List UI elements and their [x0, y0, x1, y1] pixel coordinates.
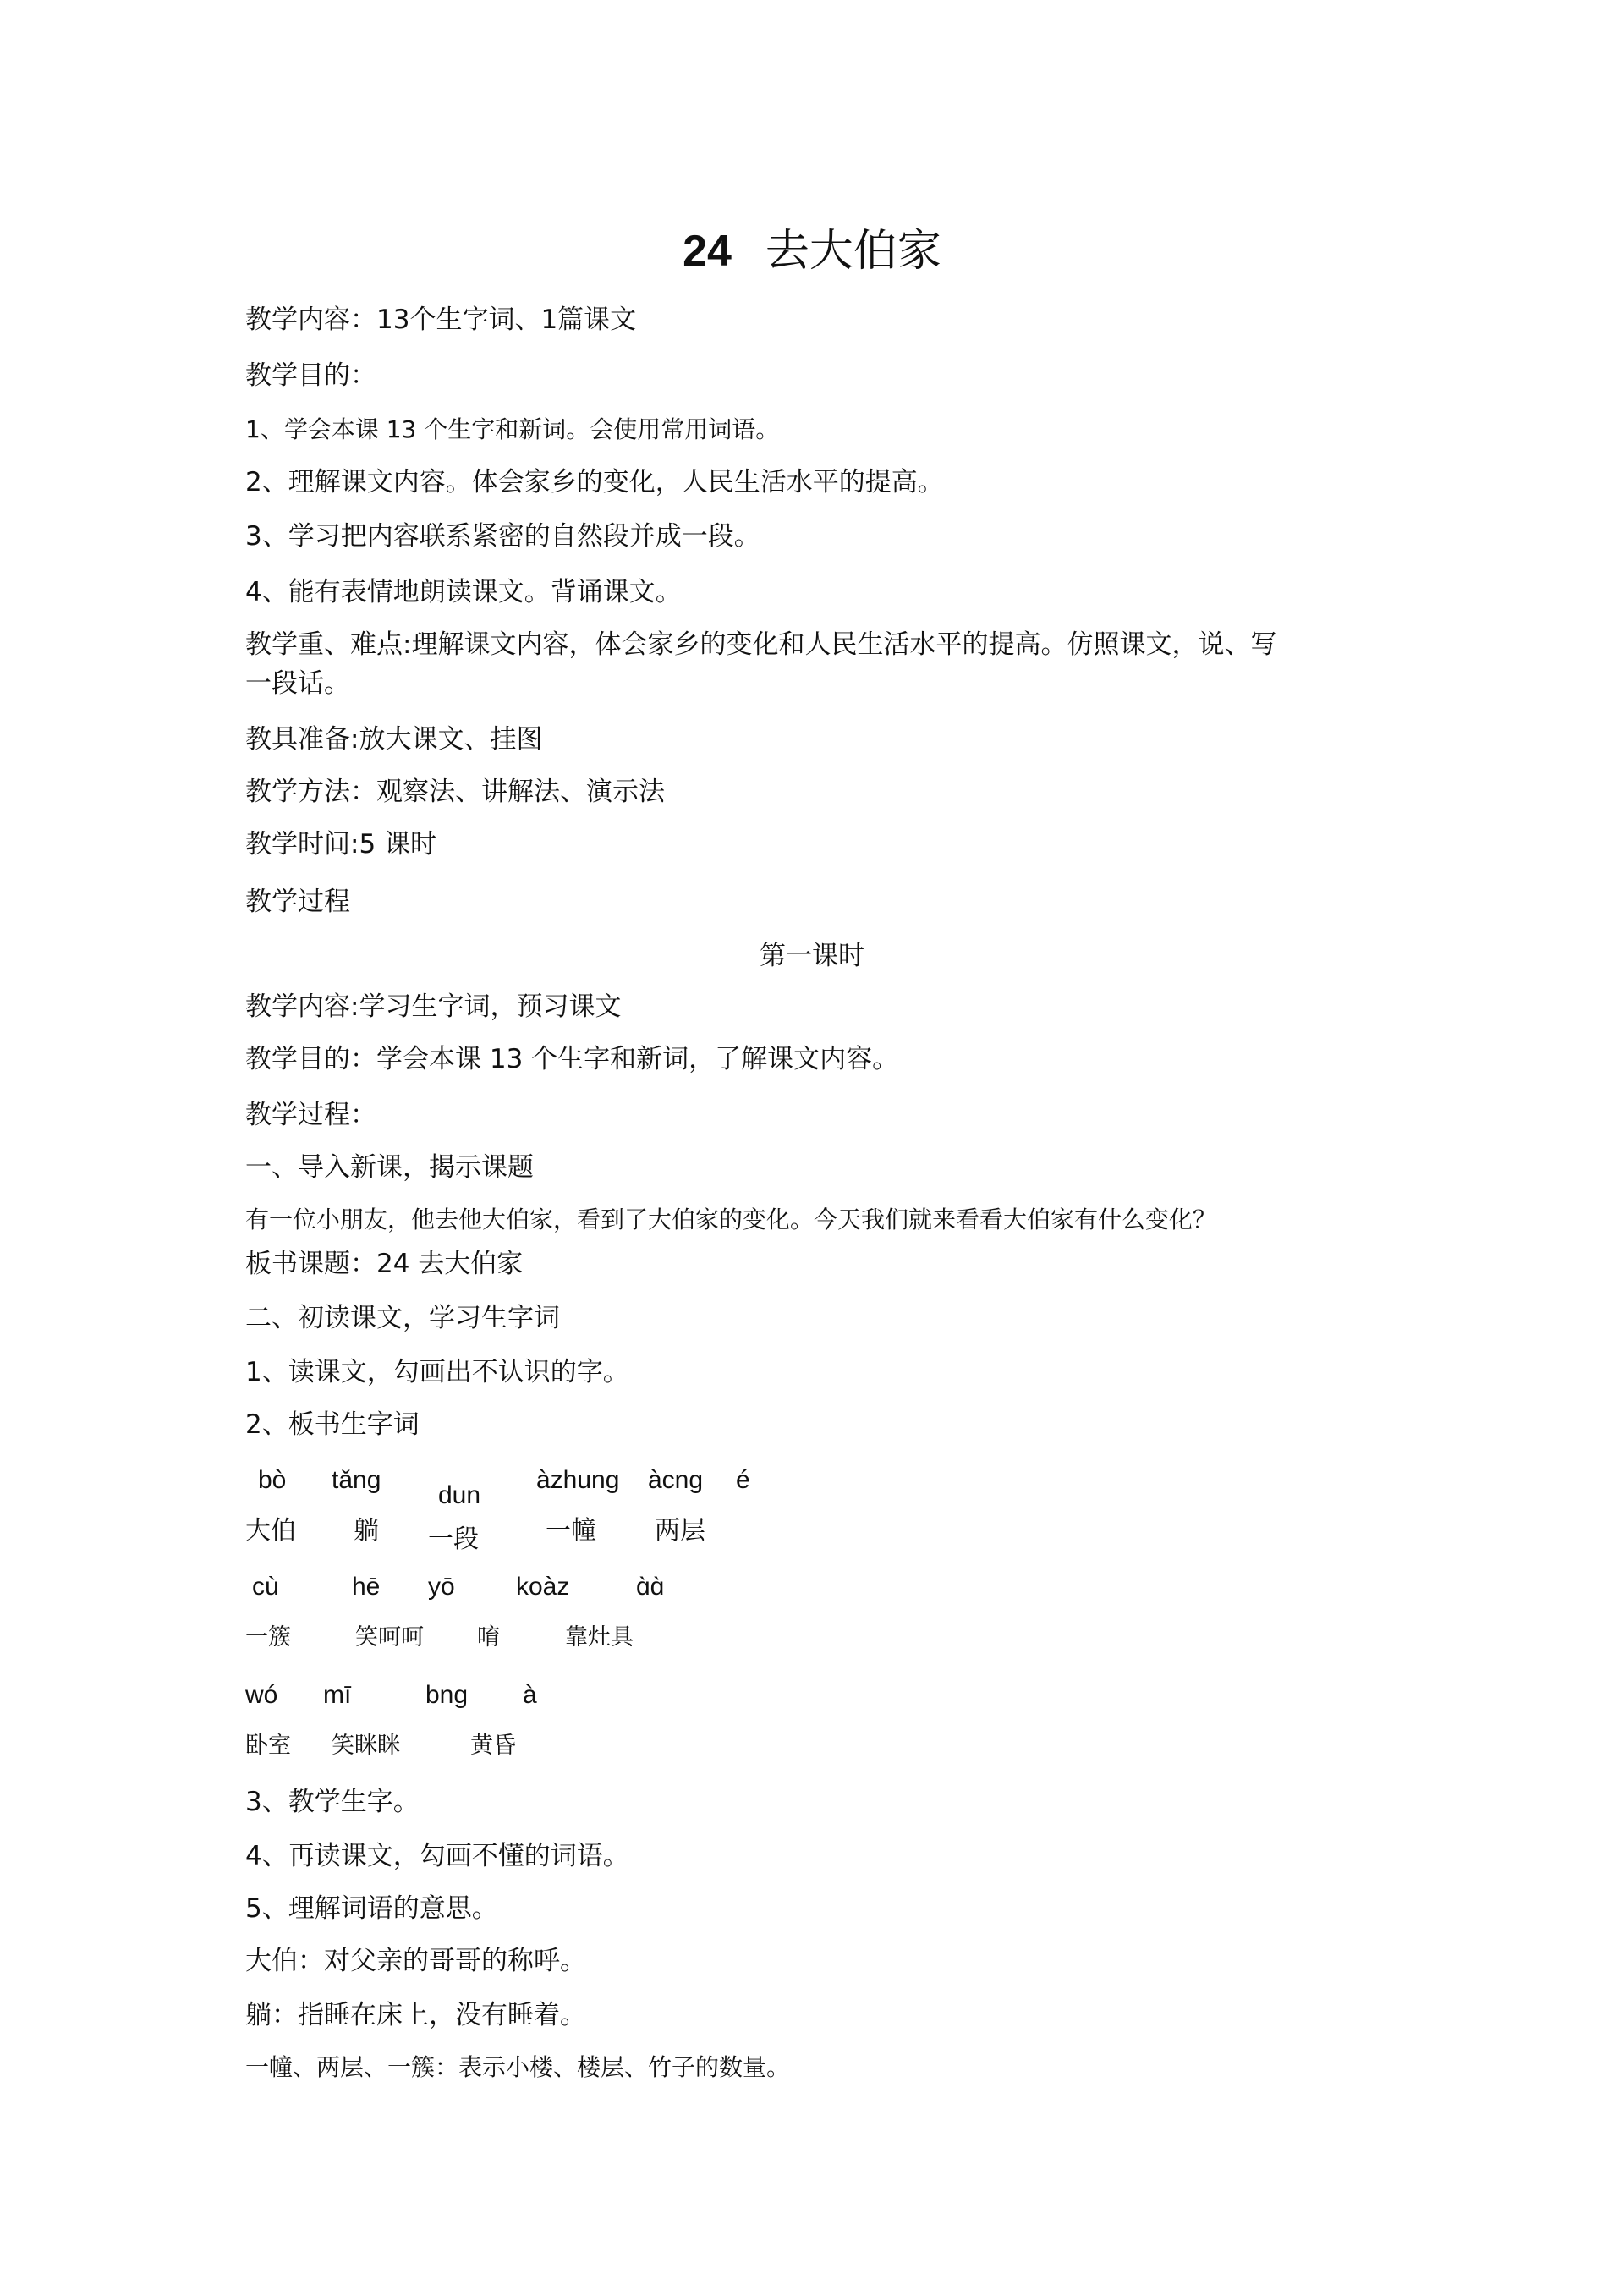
vocab-word: 一幢: [546, 1516, 596, 1546]
goal-item: 2、理解课文内容。体会家乡的变化，人民生活水平的提高。: [245, 467, 944, 497]
step-two-heading: 二、初读课文，学习生字词: [245, 1303, 560, 1333]
vocab-word: 笑眯眯: [332, 1733, 400, 1759]
vocab-word: 卧室: [245, 1733, 291, 1759]
definition: 躺：指睡在床上，没有睡着。: [245, 2000, 586, 2030]
definition: 一幢、两层、一簇：表示小楼、楼层、竹子的数量。: [245, 2053, 791, 2081]
step-four: 4、再读课文，勾画不懂的词语。: [245, 1841, 629, 1871]
pinyin: tǎng: [332, 1466, 381, 1494]
lesson-name: 去大伯家: [765, 226, 941, 277]
vocab-word: 躺: [354, 1516, 379, 1546]
teaching-methods: 教学方法：观察法、讲解法、演示法: [245, 777, 665, 807]
period-process-heading: 教学过程：: [245, 1100, 376, 1130]
period-goal: 教学目的：学会本课 13 个生字和新词，了解课文内容。: [245, 1044, 899, 1074]
teaching-process-heading: 教学过程: [245, 887, 350, 917]
period-content: 教学内容:学习生字词，预习课文: [245, 991, 622, 1022]
goal-item: 1、学会本课 13 个生字和新词。会使用常用词语。: [245, 415, 780, 443]
vocab-word: 黄昏: [470, 1733, 516, 1759]
intro-paragraph: 有一位小朋友，他去他大伯家，看到了大伯家的变化。今天我们就来看看大伯家有什么变化？: [245, 1206, 1217, 1233]
pinyin: dun: [438, 1481, 481, 1509]
lesson-period-heading: 第一课时: [760, 941, 864, 971]
step-two-item: 2、板书生字词: [245, 1409, 420, 1440]
pinyin: cù: [252, 1573, 279, 1601]
goal-item: 4、能有表情地朗读课文。背诵课文。: [245, 577, 682, 607]
vocab-word: 大伯: [245, 1516, 296, 1546]
step-one-heading: 一、导入新课，揭示课题: [245, 1152, 534, 1183]
pinyin: bò: [258, 1466, 287, 1494]
pinyin: ɑ̀ɑ̀: [636, 1573, 665, 1601]
goal-item: 3、学习把内容联系紧密的自然段并成一段。: [245, 521, 760, 552]
vocab-word: 两层: [655, 1516, 705, 1546]
board-title: 板书课题：24 去大伯家: [245, 1249, 524, 1279]
pinyin: mī: [323, 1681, 352, 1709]
pinyin: bng: [425, 1681, 469, 1709]
key-points-line1: 教学重、难点:理解课文内容，体会家乡的变化和人民生活水平的提高。仿照课文，说、写: [245, 629, 1277, 660]
vocab-word: 靠灶具: [565, 1624, 634, 1651]
teaching-content: 教学内容：13个生字词、1篇课文: [245, 305, 637, 335]
pinyin: àcng: [648, 1466, 704, 1494]
vocab-word: 一簇: [245, 1624, 291, 1651]
pinyin: à: [523, 1681, 537, 1709]
step-two-item: 1、读课文，勾画出不认识的字。: [245, 1357, 629, 1387]
teaching-tools: 教具准备:放大课文、挂图: [245, 724, 543, 755]
lesson-title: [0, 222, 1624, 281]
pinyin: àzhung: [536, 1466, 620, 1494]
vocab-word: 一段: [428, 1524, 479, 1554]
vocab-word: 唷: [477, 1624, 500, 1651]
vocab-word: 笑呵呵: [355, 1624, 424, 1651]
teaching-goals-heading: 教学目的：: [245, 360, 376, 391]
definition: 大伯：对父亲的哥哥的称呼。: [245, 1946, 586, 1976]
pinyin: hē: [352, 1573, 381, 1601]
pinyin: koàz: [516, 1573, 570, 1601]
pinyin: é: [736, 1466, 750, 1494]
pinyin: yō: [428, 1573, 455, 1601]
pinyin: wó: [245, 1681, 278, 1709]
lesson-number: 24: [683, 227, 732, 276]
step-five: 5、理解词语的意思。: [245, 1893, 498, 1924]
step-three: 3、教学生字。: [245, 1787, 420, 1817]
key-points-line2: 一段话。: [245, 668, 350, 699]
teaching-time: 教学时间:5 课时: [245, 829, 437, 860]
